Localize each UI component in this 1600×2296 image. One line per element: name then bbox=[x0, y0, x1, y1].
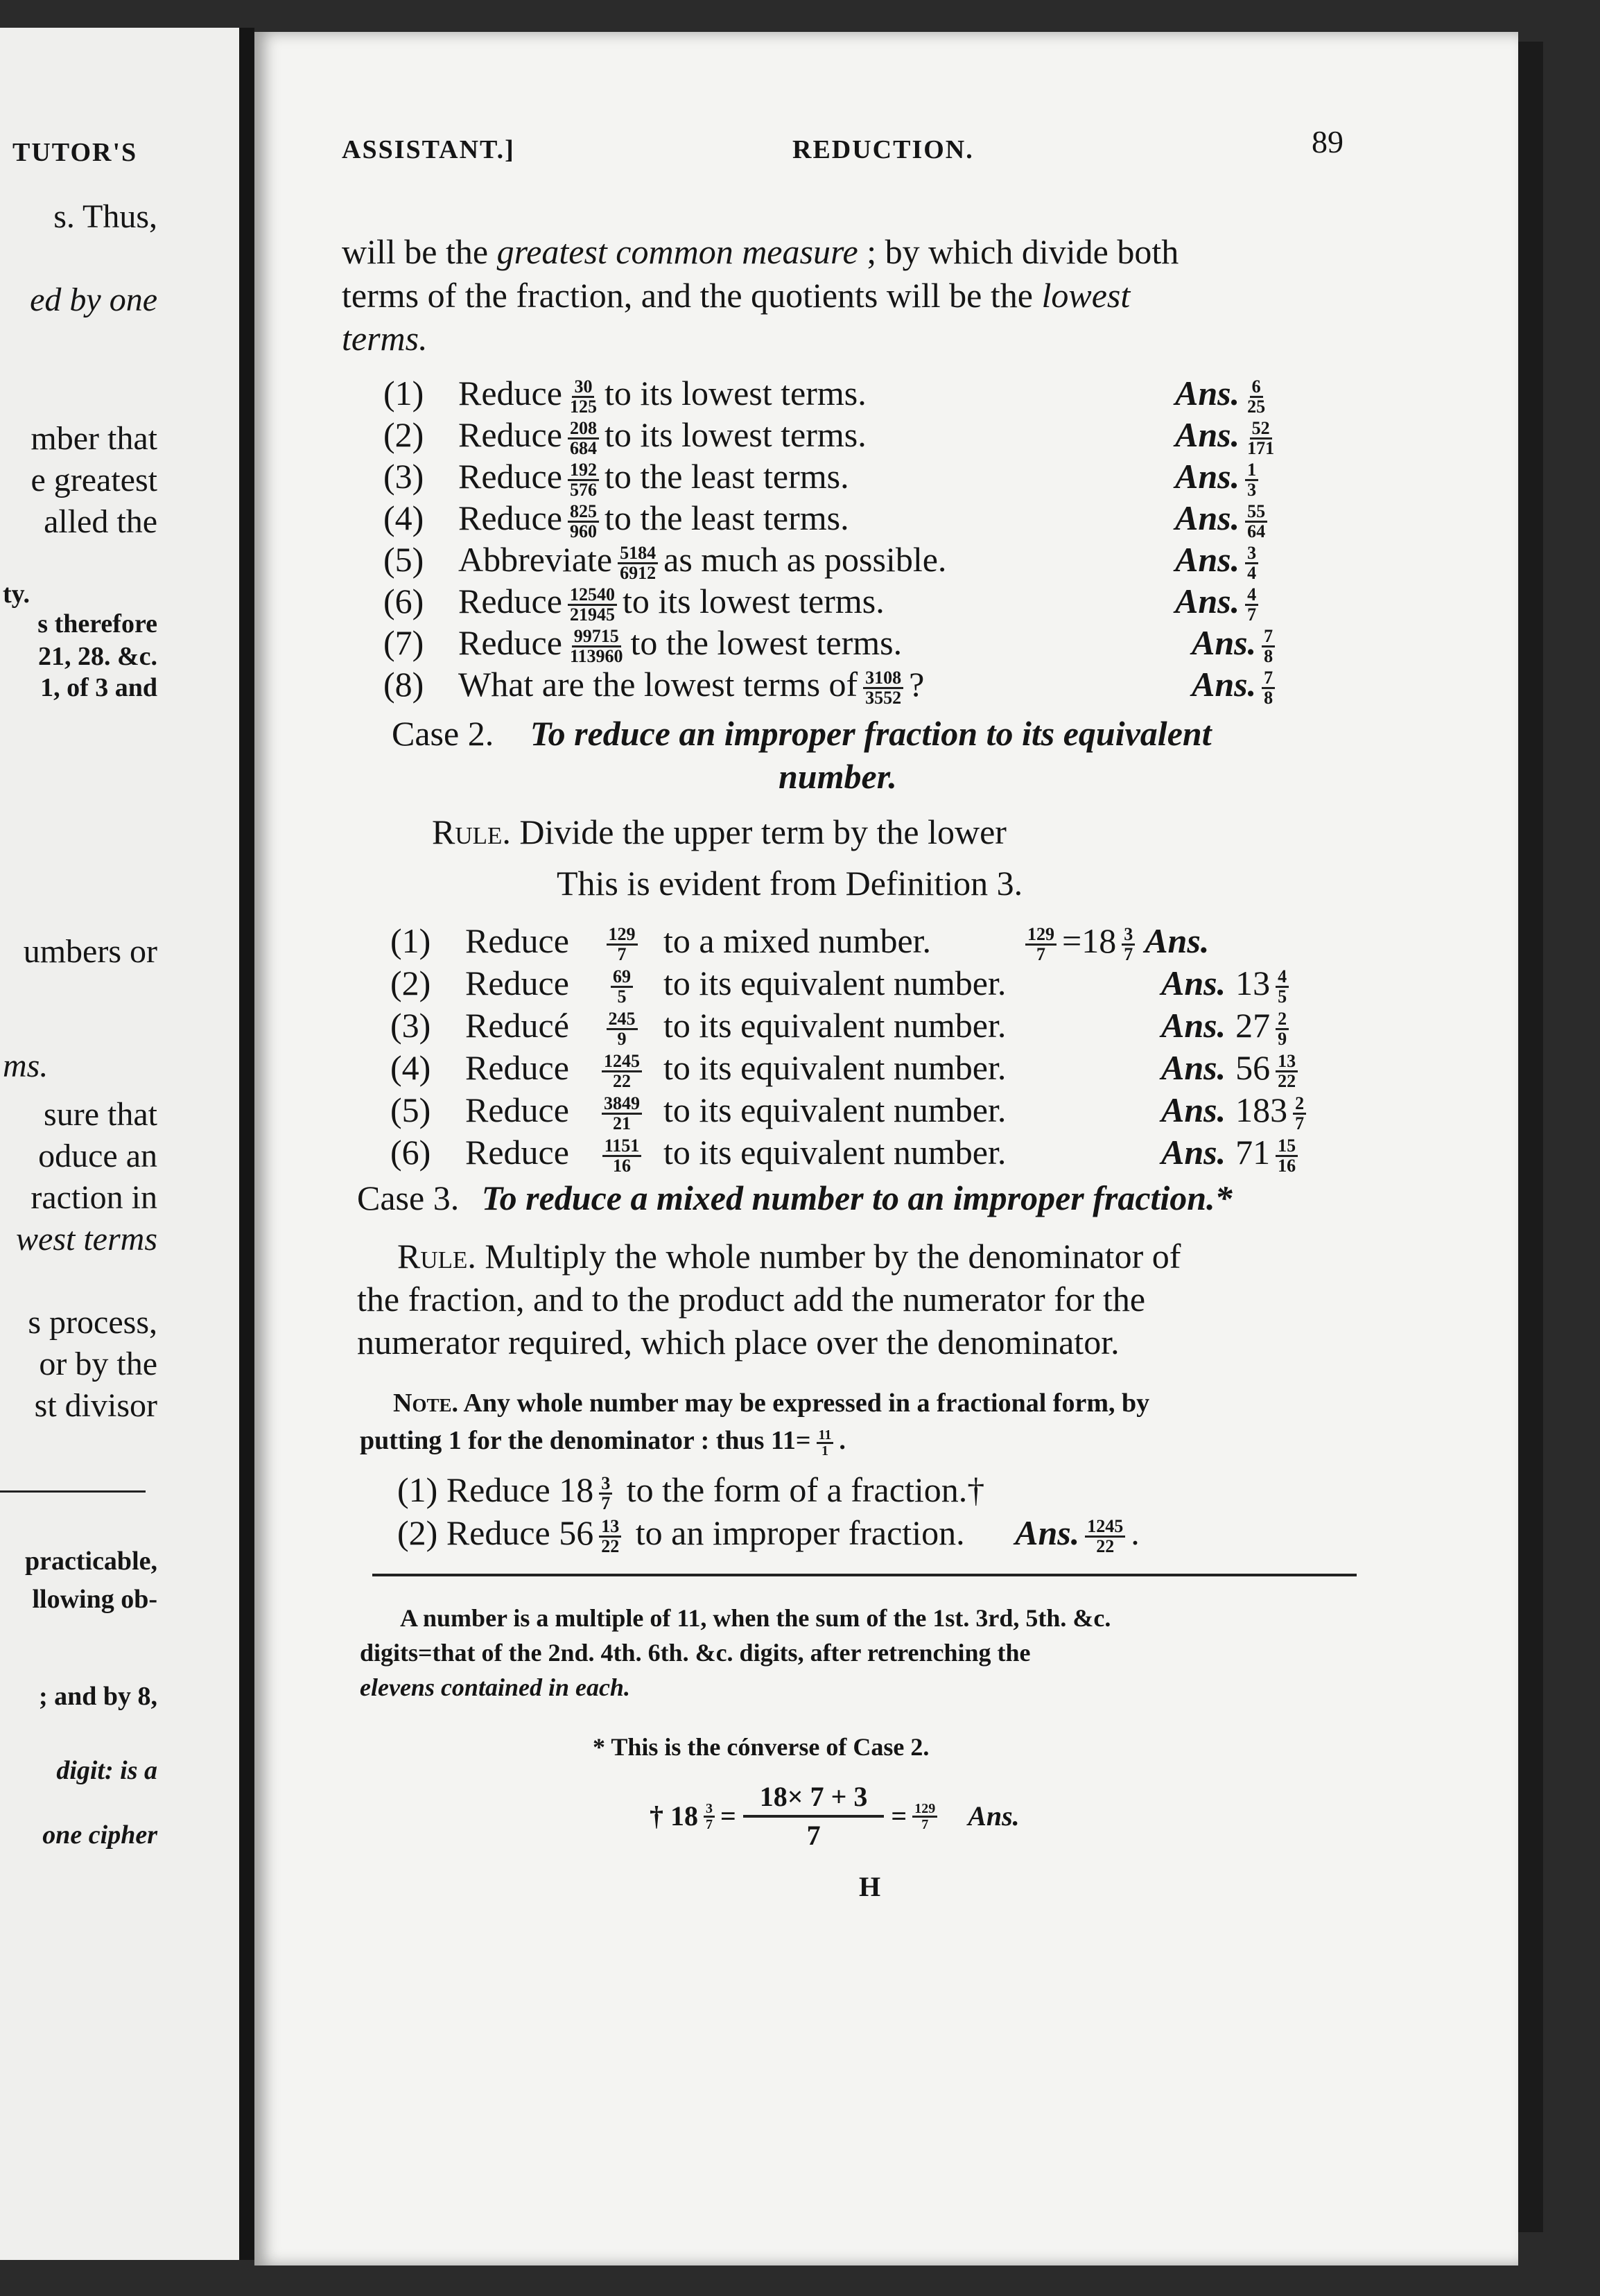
example-rest: to the lowest terms. bbox=[630, 623, 903, 662]
left-line: st divisor bbox=[34, 1387, 157, 1424]
rule-text: Divide the upper term by the lower bbox=[510, 812, 1007, 851]
fraction bbox=[568, 586, 617, 624]
example-row bbox=[383, 498, 849, 541]
text-italic: lowest bbox=[1041, 276, 1131, 315]
answer-whole: 56 bbox=[1235, 1048, 1271, 1087]
dagger-eq2: = bbox=[891, 1800, 907, 1832]
example-rest: to a mixed number. bbox=[663, 921, 932, 960]
fraction-denominator: 22 bbox=[1096, 1536, 1115, 1557]
answer-label: Ans. bbox=[1192, 623, 1257, 662]
fraction-numerator: 2 bbox=[1293, 1095, 1306, 1115]
left-line: s process, bbox=[28, 1304, 157, 1341]
answer-whole: 183 bbox=[1235, 1090, 1288, 1129]
left-line: oduce an bbox=[38, 1138, 157, 1174]
fraction-numerator: 5184 bbox=[618, 544, 658, 564]
page-edge bbox=[1518, 42, 1543, 2232]
right-page bbox=[254, 32, 1518, 2265]
example-verb: Reduce bbox=[465, 1133, 569, 1172]
fraction-numerator: 208 bbox=[568, 419, 599, 440]
example-row bbox=[390, 1090, 1006, 1133]
fraction-denominator: 7 bbox=[601, 1493, 611, 1514]
example-verb: Reduce bbox=[465, 921, 569, 960]
fraction-denominator: 7 bbox=[1124, 944, 1133, 965]
footnote-multiple-2: digits=that of the 2nd. 4th. 6th. &c. digits, after retrenching the bbox=[360, 1639, 1031, 1667]
footnote-divider bbox=[372, 1574, 1357, 1576]
text: will be the bbox=[342, 232, 497, 271]
example-number: (1) bbox=[390, 921, 431, 960]
fraction-numerator: 13 bbox=[1276, 1052, 1298, 1072]
left-line: s. Thus, bbox=[53, 198, 157, 235]
case3-example-1 bbox=[397, 1470, 984, 1513]
fraction-numerator: 12540 bbox=[568, 586, 617, 606]
example-verb: Reduce bbox=[465, 964, 569, 1002]
fraction bbox=[1245, 461, 1258, 499]
left-page-header: TUTOR'S bbox=[12, 138, 138, 167]
fraction-denominator: 576 bbox=[569, 480, 597, 501]
fraction-denominator: 7 bbox=[706, 1816, 713, 1832]
example-number: (1) bbox=[383, 374, 424, 412]
answer-label: Ans. bbox=[1175, 457, 1240, 496]
fraction-denominator: 16 bbox=[1278, 1156, 1296, 1176]
fraction-numerator: 30 bbox=[572, 378, 594, 398]
rule-text: Multiply the whole number by the denominator of bbox=[476, 1237, 1181, 1276]
fraction-denominator: 5 bbox=[617, 986, 627, 1007]
fraction-denominator: 3552 bbox=[865, 688, 902, 708]
example-rest: ? bbox=[909, 665, 925, 704]
example-verb: Reduce bbox=[458, 623, 562, 662]
fraction bbox=[618, 544, 658, 582]
example-number: (5) bbox=[390, 1090, 431, 1129]
example-verb: Reduce bbox=[458, 374, 562, 412]
fraction bbox=[1245, 544, 1258, 582]
footnote-multiple-3: elevens contained in each. bbox=[360, 1673, 630, 1701]
fraction-denominator: 7 bbox=[1247, 605, 1257, 625]
example-rest: to its lowest terms. bbox=[604, 374, 867, 412]
running-head-left: ASSISTANT.] bbox=[342, 135, 515, 164]
example-number: (2) bbox=[397, 1513, 438, 1552]
fraction bbox=[912, 1802, 937, 1832]
left-line: llowing ob- bbox=[32, 1585, 157, 1614]
left-line: s therefore bbox=[37, 609, 157, 638]
left-line: mber that bbox=[31, 420, 157, 457]
fraction bbox=[1122, 925, 1135, 964]
example-row bbox=[390, 1132, 1006, 1175]
fraction bbox=[595, 1095, 648, 1133]
example-row bbox=[390, 1047, 1006, 1090]
fraction-numerator: 13 bbox=[599, 1517, 621, 1538]
example-number: (1) bbox=[397, 1470, 438, 1509]
book-gutter bbox=[239, 28, 254, 2260]
intro-line-2 bbox=[342, 273, 1130, 318]
example-number: (2) bbox=[383, 415, 424, 454]
note-text: Any whole number may be expressed in a fractional form, by bbox=[458, 1389, 1150, 1418]
left-line: digit: is a bbox=[56, 1756, 157, 1785]
case3-note-2: putting 1 for the denominator : thus 11= $\frac{11}{1}$ . bbox=[360, 1426, 846, 1459]
example-row bbox=[383, 415, 867, 458]
answer-label: Ans. bbox=[1175, 540, 1240, 579]
example-verb: Reducé bbox=[465, 1006, 569, 1045]
fraction bbox=[1245, 586, 1258, 624]
rule-label: Rule. bbox=[432, 812, 511, 851]
fraction-denominator: 21 bbox=[613, 1113, 631, 1134]
case3-heading bbox=[357, 1176, 1233, 1220]
fraction-denominator: 7 bbox=[1295, 1113, 1305, 1134]
case2-heading bbox=[392, 711, 1212, 756]
fraction-numerator: 1245 bbox=[1085, 1517, 1125, 1538]
answer-label: Ans. bbox=[1175, 498, 1240, 537]
case3-rule-3: numerator required, which place over the denominator. bbox=[357, 1323, 1120, 1362]
fraction bbox=[1245, 378, 1267, 416]
running-head-title: REDUCTION. bbox=[792, 135, 974, 164]
fraction-numerator: 3849 bbox=[602, 1095, 642, 1115]
answer-whole: 71 bbox=[1235, 1133, 1271, 1172]
fraction-numerator: 2 bbox=[1276, 1010, 1289, 1030]
fraction bbox=[1085, 1517, 1125, 1556]
fraction bbox=[1245, 419, 1276, 458]
case2-evident: This is evident from Definition 3. bbox=[557, 864, 1023, 903]
fraction-denominator: 9 bbox=[617, 1029, 627, 1050]
fraction bbox=[1293, 1095, 1306, 1133]
fraction-denominator: 64 bbox=[1247, 521, 1266, 542]
example-number: (8) bbox=[383, 665, 424, 704]
example-verb: Reduce bbox=[458, 582, 562, 620]
fraction-denominator: 6912 bbox=[620, 563, 656, 584]
left-line: ms. bbox=[3, 1047, 49, 1084]
case2-title-cont: number. bbox=[779, 757, 897, 796]
dagger-denominator: 7 bbox=[806, 1820, 821, 1851]
fraction bbox=[817, 1428, 834, 1458]
footnote-dagger bbox=[650, 1779, 1020, 1854]
page-number: 89 bbox=[1312, 124, 1344, 159]
example-rest: as much as possible. bbox=[663, 540, 947, 579]
note-label: Note. bbox=[393, 1389, 458, 1418]
left-line: 1, of 3 and bbox=[40, 673, 157, 702]
example-answer bbox=[1161, 1005, 1294, 1048]
left-line: e greatest bbox=[31, 462, 157, 498]
example-number: (6) bbox=[383, 582, 424, 620]
fraction-denominator: 16 bbox=[613, 1156, 631, 1176]
footnote-converse: * This is the cónverse of Case 2. bbox=[593, 1733, 930, 1761]
fraction bbox=[568, 378, 599, 416]
example-rest: to the form of a fraction.† bbox=[618, 1470, 985, 1509]
answer-label: Ans. bbox=[1161, 1048, 1226, 1087]
example-answer bbox=[1192, 623, 1280, 666]
fraction-numerator: 3 bbox=[599, 1475, 612, 1495]
example-text: Reduce 56 bbox=[446, 1513, 594, 1552]
fraction bbox=[568, 503, 599, 541]
fraction bbox=[595, 1052, 648, 1090]
example-number: (4) bbox=[390, 1048, 431, 1087]
fraction-denominator: 1 bbox=[821, 1443, 828, 1459]
left-divider bbox=[0, 1490, 146, 1493]
case3-note-1 bbox=[393, 1384, 1149, 1423]
example-text: Reduce 18 bbox=[446, 1470, 594, 1509]
fraction bbox=[595, 968, 648, 1006]
fraction-denominator: 7 bbox=[921, 1816, 929, 1832]
example-rest: to an improper fraction. bbox=[627, 1513, 965, 1552]
fraction-numerator: 52 bbox=[1250, 419, 1272, 440]
intro-line-3: terms. bbox=[342, 319, 428, 358]
fraction bbox=[704, 1802, 715, 1832]
example-answer bbox=[1175, 373, 1273, 416]
case3-rule-1 bbox=[357, 1234, 1181, 1278]
fraction-denominator: 25 bbox=[1247, 397, 1266, 417]
example-number: (4) bbox=[383, 498, 424, 537]
fraction-numerator: 1151 bbox=[602, 1137, 642, 1157]
example-answer bbox=[1192, 664, 1280, 707]
fraction-numerator: 3108 bbox=[863, 669, 903, 689]
fraction-numerator: 3 bbox=[1122, 925, 1135, 946]
fraction bbox=[1025, 925, 1056, 964]
example-number: (3) bbox=[383, 457, 424, 496]
left-line: or by the bbox=[39, 1346, 157, 1382]
example-answer bbox=[1175, 415, 1282, 458]
fraction bbox=[1262, 627, 1275, 666]
fraction-denominator: 21945 bbox=[569, 605, 615, 625]
dagger-big-fraction bbox=[743, 1779, 885, 1854]
dagger-ans: Ans. bbox=[968, 1800, 1020, 1832]
text-italic: greatest common measure bbox=[496, 232, 858, 271]
answer-label: Ans. bbox=[1175, 374, 1240, 412]
text: terms of the fraction, and the quotients will be the bbox=[342, 276, 1042, 315]
case-title: To reduce a mixed number to an improper fraction.* bbox=[481, 1179, 1233, 1217]
fraction-numerator: 192 bbox=[568, 461, 599, 481]
example-rest: to its equivalent number. bbox=[663, 964, 1007, 1002]
example-row bbox=[390, 963, 1006, 1006]
example-number: (2) bbox=[390, 964, 431, 1002]
fraction bbox=[595, 1010, 648, 1048]
case2-rule bbox=[432, 810, 1007, 854]
dagger-numerator: 18× 7 + 3 bbox=[743, 1779, 885, 1818]
fraction-numerator: 11 bbox=[817, 1428, 834, 1444]
case3-example-2: (2) Reduce 56 $\frac{13}{22}$ to an improper fraction. Ans. $\frac{1245}{22}$ . bbox=[397, 1513, 1140, 1557]
example-rest: to its equivalent number. bbox=[663, 1006, 1007, 1045]
equals-whole: =18 bbox=[1062, 921, 1117, 960]
fraction bbox=[599, 1475, 612, 1513]
fraction-numerator: 15 bbox=[1276, 1137, 1298, 1157]
example-rest: to the least terms. bbox=[604, 498, 849, 537]
signature-mark: H bbox=[859, 1871, 881, 1902]
fraction-denominator: 5 bbox=[1278, 986, 1287, 1007]
fraction bbox=[1276, 968, 1289, 1006]
fraction bbox=[863, 669, 903, 707]
fraction-numerator: 1245 bbox=[602, 1052, 642, 1072]
left-line: sure that bbox=[44, 1096, 157, 1133]
example-answer bbox=[1161, 1090, 1312, 1133]
case3-rule-2: the fraction, and to the product add the numerator for the bbox=[357, 1280, 1146, 1319]
answer-whole: 27 bbox=[1235, 1006, 1271, 1045]
fraction-denominator: 7 bbox=[1036, 944, 1045, 965]
fraction-denominator: 22 bbox=[601, 1536, 620, 1557]
fraction bbox=[568, 419, 599, 458]
left-line: practicable, bbox=[24, 1547, 157, 1576]
left-line: ed by one bbox=[30, 281, 157, 318]
answer-label: Ans. bbox=[1192, 665, 1257, 704]
example-row bbox=[383, 581, 885, 624]
example-verb: Reduce bbox=[458, 415, 562, 454]
fraction bbox=[1276, 1052, 1298, 1090]
fraction-denominator: 8 bbox=[1264, 688, 1273, 708]
answer-label: Ans. bbox=[1161, 1133, 1226, 1172]
fraction bbox=[1245, 503, 1267, 541]
note-text: putting 1 for the denominator : thus 11= bbox=[360, 1426, 811, 1455]
example-row bbox=[383, 539, 946, 582]
fraction-denominator: 4 bbox=[1247, 563, 1257, 584]
fraction bbox=[568, 627, 625, 666]
example-row bbox=[383, 664, 924, 707]
left-line: raction in bbox=[31, 1179, 157, 1216]
fraction-numerator: 3 bbox=[704, 1802, 715, 1818]
answer-label: Ans. bbox=[1161, 1006, 1226, 1045]
fraction-denominator: 7 bbox=[617, 944, 627, 965]
fraction-numerator: 55 bbox=[1245, 503, 1267, 523]
left-line: 21, 28. &c. bbox=[37, 642, 157, 671]
example-verb: Reduce bbox=[458, 498, 562, 537]
answer-label: Ans. bbox=[1175, 582, 1240, 620]
example-number: (6) bbox=[390, 1133, 431, 1172]
fraction-denominator: 171 bbox=[1247, 438, 1275, 459]
fraction-numerator: 6 bbox=[1250, 378, 1263, 398]
case-title: To reduce an improper fraction to its equivalent bbox=[530, 714, 1212, 753]
fraction-numerator: 7 bbox=[1262, 627, 1275, 647]
fraction-denominator: 125 bbox=[569, 397, 597, 417]
answer-label: Ans. bbox=[1161, 1090, 1226, 1129]
fraction-denominator: 22 bbox=[613, 1071, 631, 1092]
example-answer bbox=[1175, 581, 1264, 624]
left-page bbox=[0, 28, 243, 2260]
fraction-numerator: 129 bbox=[912, 1802, 937, 1818]
fraction-denominator: 960 bbox=[569, 521, 597, 542]
example-answer bbox=[1175, 539, 1264, 582]
intro-line-1 bbox=[342, 229, 1179, 274]
fraction-denominator: 113960 bbox=[569, 646, 623, 667]
example-row bbox=[390, 921, 931, 964]
example-rest: to its lowest terms. bbox=[622, 582, 885, 620]
left-line: umbers or bbox=[23, 933, 157, 970]
fraction-numerator: 4 bbox=[1276, 968, 1289, 988]
example-row bbox=[383, 373, 867, 416]
fraction bbox=[568, 461, 599, 499]
example-verb: Reduce bbox=[458, 457, 562, 496]
fraction-numerator: 825 bbox=[568, 503, 599, 523]
example-verb: Reduce bbox=[465, 1048, 569, 1087]
fraction bbox=[595, 1137, 648, 1175]
fraction-denominator: 8 bbox=[1264, 646, 1273, 667]
example-rest: to the least terms. bbox=[604, 457, 849, 496]
fraction-numerator: 7 bbox=[1262, 669, 1275, 689]
answer-label: Ans. bbox=[1175, 415, 1240, 454]
example-verb: Abbreviate bbox=[458, 540, 613, 579]
fraction-numerator: 69 bbox=[611, 968, 633, 988]
case-label: Case 2. bbox=[392, 714, 494, 753]
fraction-numerator: 245 bbox=[607, 1010, 638, 1030]
left-line: west terms bbox=[16, 1221, 157, 1258]
fraction bbox=[595, 925, 648, 964]
fraction bbox=[599, 1517, 621, 1556]
fraction-numerator: 4 bbox=[1245, 586, 1258, 606]
example-verb: Reduce bbox=[465, 1090, 569, 1129]
answer-label: Ans. bbox=[1145, 921, 1210, 960]
left-line: ty. bbox=[3, 580, 31, 609]
fraction bbox=[1262, 669, 1275, 707]
fraction-numerator: 3 bbox=[1245, 544, 1258, 564]
text: ; by which divide both bbox=[858, 232, 1179, 271]
dagger-lead: † 18 bbox=[650, 1800, 698, 1832]
fraction-denominator: 684 bbox=[569, 438, 597, 459]
rule-label: Rule. bbox=[397, 1237, 476, 1276]
fraction-denominator: 3 bbox=[1247, 480, 1257, 501]
example-answer bbox=[1161, 963, 1294, 1006]
dagger-eq: = bbox=[720, 1800, 736, 1832]
example-row bbox=[390, 1005, 1006, 1048]
left-line: one cipher bbox=[42, 1820, 157, 1850]
fraction-numerator: 99715 bbox=[572, 627, 621, 647]
example-number: (7) bbox=[383, 623, 424, 662]
footnote-multiple-1: A number is a multiple of 11, when the sum of the 1st. 3rd, 5th. &c. bbox=[400, 1604, 1111, 1632]
fraction-denominator: 22 bbox=[1278, 1071, 1296, 1092]
fraction-denominator: 9 bbox=[1278, 1029, 1287, 1050]
left-line: ; and by 8, bbox=[38, 1682, 157, 1711]
case-label: Case 3. bbox=[357, 1179, 460, 1217]
example-answer bbox=[1175, 456, 1264, 499]
answer-label: Ans. bbox=[1161, 964, 1226, 1002]
answer-label: Ans. bbox=[1015, 1513, 1080, 1552]
example-rest: to its equivalent number. bbox=[663, 1090, 1007, 1129]
fraction bbox=[1276, 1137, 1298, 1175]
fraction-numerator: 129 bbox=[1025, 925, 1056, 946]
example-row bbox=[383, 456, 849, 499]
example-row bbox=[383, 623, 902, 666]
example-answer bbox=[1161, 1132, 1303, 1175]
example-verb: What are the lowest terms of bbox=[458, 665, 858, 704]
example-answer bbox=[1020, 921, 1209, 964]
example-rest: to its lowest terms. bbox=[604, 415, 867, 454]
example-number: (5) bbox=[383, 540, 424, 579]
fraction-numerator: 1 bbox=[1245, 461, 1258, 481]
fraction bbox=[1276, 1010, 1289, 1048]
answer-whole: 13 bbox=[1235, 964, 1271, 1002]
example-rest: to its equivalent number. bbox=[663, 1048, 1007, 1087]
example-answer bbox=[1175, 498, 1273, 541]
example-number: (3) bbox=[390, 1006, 431, 1045]
example-answer bbox=[1161, 1047, 1303, 1090]
example-rest: to its equivalent number. bbox=[663, 1133, 1007, 1172]
fraction-numerator: 129 bbox=[607, 925, 638, 946]
left-line: alled the bbox=[44, 503, 157, 540]
